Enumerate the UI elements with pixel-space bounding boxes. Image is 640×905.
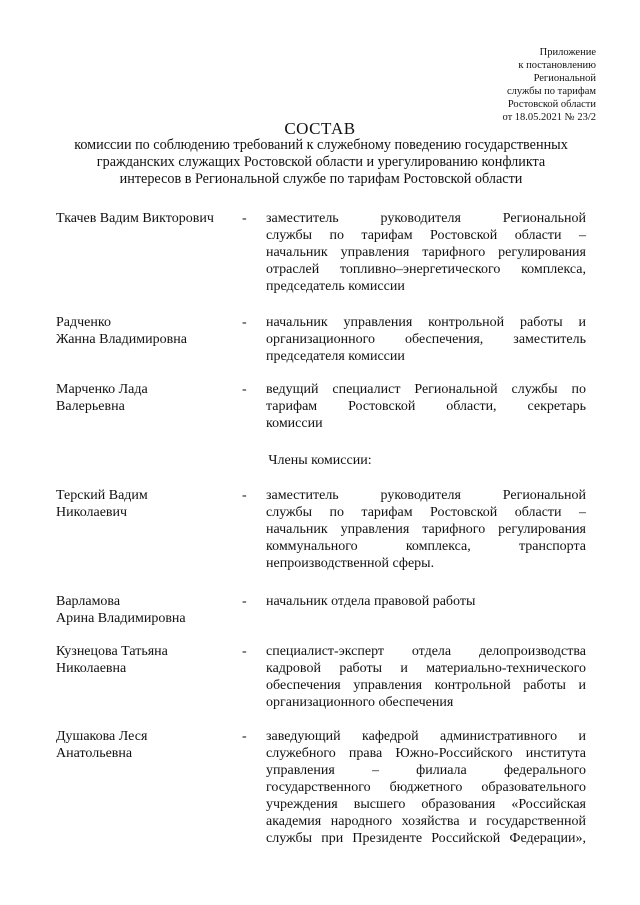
position-line: заведующий кафедрой административного и	[266, 729, 586, 744]
position-line: начальник отдела правовой работы	[266, 594, 476, 609]
position-line: председателя комиссии	[266, 349, 405, 364]
member-name	[56, 728, 236, 762]
position-line: начальник управления тарифного регулирования	[266, 522, 586, 537]
appendix-line: Ростовской области	[507, 99, 596, 110]
appendix-line: к постановлению	[518, 60, 596, 71]
subtitle-line: интересов в Региональной службе по тарифам Ростовской области	[119, 171, 523, 187]
position-line: службы по тарифам Ростовской области –	[266, 228, 586, 243]
position-line: непроизводственной сферы.	[266, 556, 435, 571]
appendix-line: службы по тарифам	[507, 86, 596, 97]
position-line: тарифам Ростовской области, секретарь	[266, 399, 586, 414]
member-name-line: Кузнецова Татьяна	[56, 644, 168, 659]
member-position	[266, 593, 586, 610]
subtitle-line: гражданских служащих Ростовской области и урегулированию конфликта	[96, 154, 546, 170]
member-name-line: Валерьевна	[56, 399, 125, 414]
document-title: СОСТАВ	[284, 119, 356, 138]
appendix-line: Региональной	[533, 73, 596, 84]
dash-separator: -	[242, 594, 247, 609]
dash-separator: -	[242, 729, 247, 744]
position-line: председатель комиссии	[266, 279, 405, 294]
member-name	[56, 643, 236, 677]
position-line: комиссии	[266, 416, 323, 431]
member-name	[56, 314, 236, 348]
position-line: службы при Президенте Российской Федерации»,	[266, 831, 586, 846]
position-line: службы по тарифам Ростовской области –	[266, 505, 586, 520]
section-heading: Члены комиссии:	[268, 453, 372, 468]
member-name-line: Николаевна	[56, 661, 127, 676]
dash-separator: -	[242, 382, 247, 397]
member-position	[266, 210, 586, 295]
position-line: ведущий специалист Региональной службы по	[266, 382, 586, 397]
dash-separator: -	[242, 211, 247, 226]
position-line: начальник управления тарифного регулирования	[266, 245, 586, 260]
member-position	[266, 643, 586, 711]
position-line: отраслей топливно–энергетического комплекса,	[266, 262, 586, 277]
position-line: обеспечения управления контрольной работы и	[266, 678, 586, 693]
member-name	[56, 210, 236, 227]
member-name-line: Душакова Леся	[56, 729, 148, 744]
member-name-line: Ткачев Вадим Викторович	[56, 211, 214, 226]
position-line: государственного бюджетного образовательного	[266, 780, 586, 795]
dash-separator: -	[242, 644, 247, 659]
member-name-line: Николаевич	[56, 505, 128, 520]
position-line: служебного права Южно-Российского института	[266, 746, 586, 761]
member-name-line: Жанна Владимировна	[56, 332, 187, 347]
member-name	[56, 487, 236, 521]
member-position	[266, 487, 586, 572]
position-line: заместитель руководителя Региональной	[266, 488, 586, 503]
document-subtitle	[40, 137, 602, 188]
appendix-line: Приложение	[539, 47, 596, 58]
member-name-line: Арина Владимировна	[56, 611, 186, 626]
position-line: организационного обеспечения, заместитель	[266, 332, 586, 347]
position-line: академия народного хозяйства и государственной	[266, 814, 586, 829]
member-name-line: Анатольевна	[56, 746, 133, 761]
member-position	[266, 314, 586, 365]
position-line: кадровой работы и материально-технического	[266, 661, 586, 676]
appendix-note	[502, 46, 596, 124]
position-line: заместитель руководителя Региональной	[266, 211, 586, 226]
member-name-line: Варламова	[56, 594, 121, 609]
member-position	[266, 381, 586, 432]
position-line: организационного обеспечения	[266, 695, 454, 710]
member-name-line: Терский Вадим	[56, 488, 148, 503]
subtitle-line: комиссии по соблюдению требований к служебному поведению государственных	[74, 137, 568, 153]
position-line: специалист-эксперт отдела делопроизводства	[266, 644, 586, 659]
position-line: начальник управления контрольной работы и	[266, 315, 586, 330]
position-line: управления – филиала федерального	[266, 763, 586, 778]
dash-separator: -	[242, 488, 247, 503]
appendix-line: от 18.05.2021 № 23/2	[502, 112, 596, 123]
dash-separator: -	[242, 315, 247, 330]
member-name-line: Марченко Лада	[56, 382, 148, 397]
member-name	[56, 381, 236, 415]
member-name-line: Радченко	[56, 315, 111, 330]
member-position	[266, 728, 586, 847]
member-name	[56, 593, 236, 627]
position-line: коммунального комплекса, транспорта	[266, 539, 586, 554]
position-line: учреждения высшего образования «Российская	[266, 797, 586, 812]
